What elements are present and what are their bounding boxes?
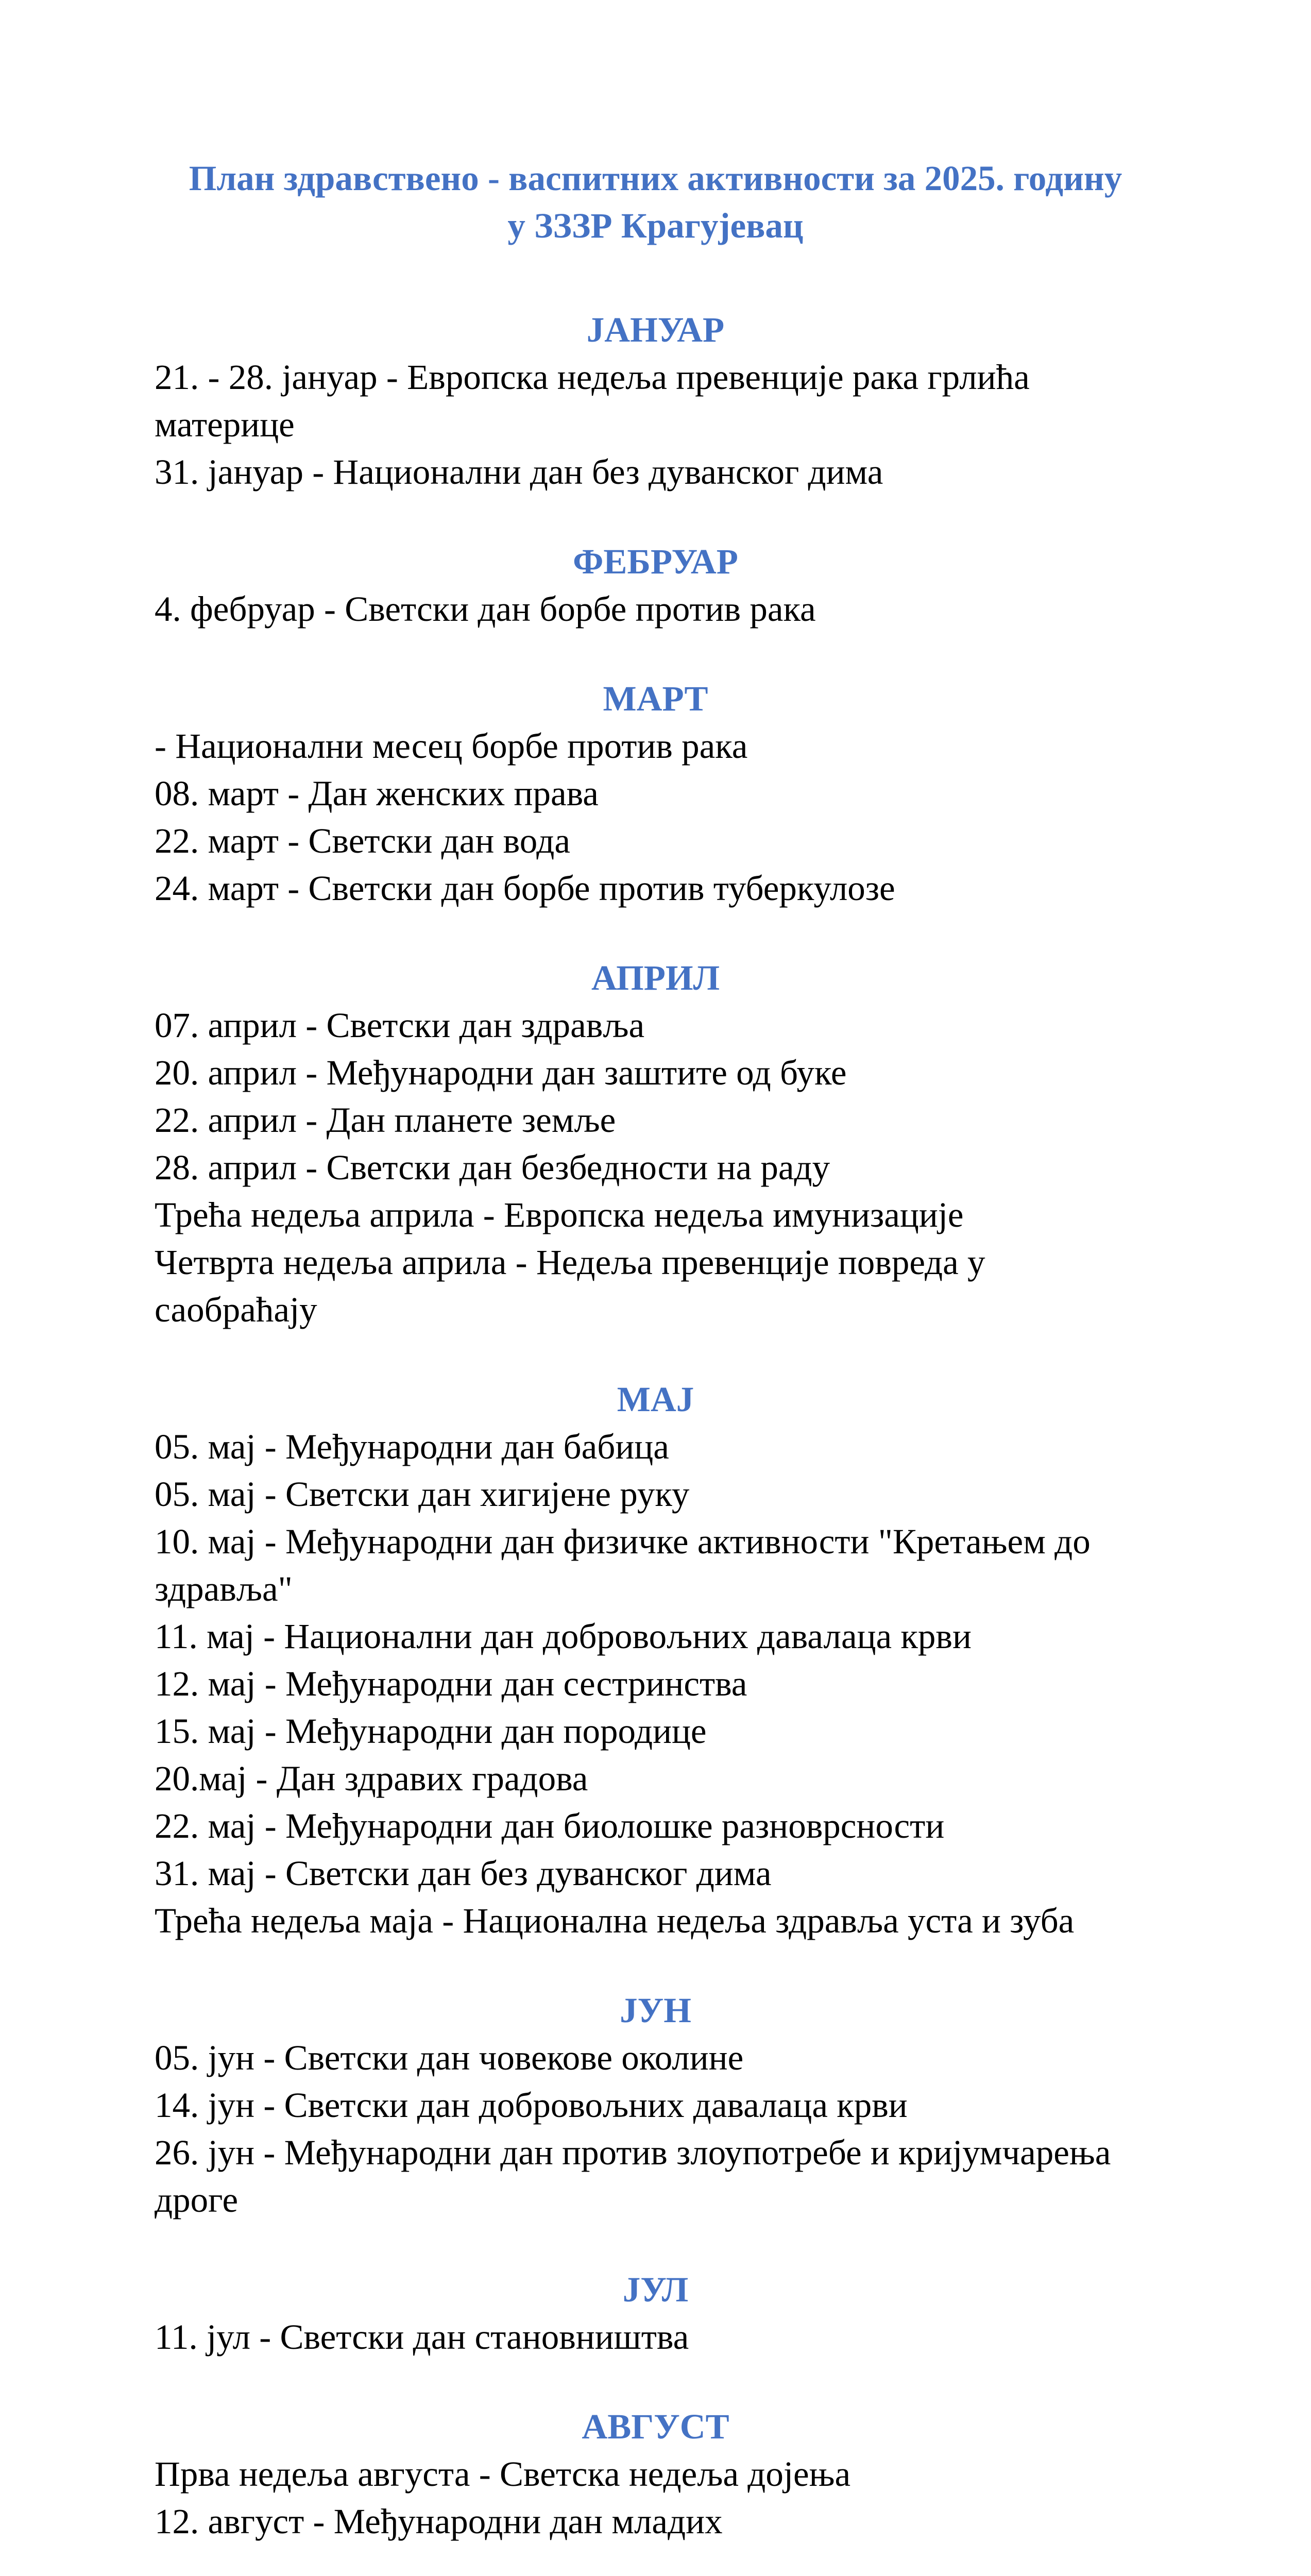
- month-section: [155, 1987, 1156, 2224]
- month-heading: ЈУН: [620, 1991, 691, 2030]
- month-heading: ЈАНУАР: [586, 310, 725, 349]
- event-entry: 21. - 28. јануар - Европска недеља превенције рака грлића материце: [155, 358, 1030, 444]
- month-section: [155, 675, 1156, 912]
- event-entry: 22. мај - Међународни дан биолошке разноврсности: [155, 1806, 945, 1845]
- month-heading: МАРТ: [603, 679, 708, 718]
- month-section: [155, 2266, 1156, 2361]
- event-entry: 14. јун - Светски дан добровољних давалаца крви: [155, 2086, 908, 2125]
- event-entry: Трећа недеља априла - Европска недеља имунизације: [155, 1195, 964, 1234]
- month-section: [155, 954, 1156, 1333]
- month-heading: ФЕБРУАР: [573, 542, 738, 581]
- event-entry: 10. мај - Међународни дан физичке активности "Кретањем до здравља": [155, 1522, 1091, 1608]
- event-entry: Четвртa недеља априла - Недеља превенције повреда у саобраћају: [155, 1243, 985, 1329]
- event-list: [155, 2034, 1156, 2224]
- month-heading: ЈУЛ: [622, 2270, 689, 2309]
- event-list: [155, 2450, 1156, 2545]
- event-list: [155, 585, 1156, 633]
- event-entry: 20. април - Међународни дан заштите од буке: [155, 1053, 847, 1092]
- event-entry: 11. јул - Светски дан становништва: [155, 2317, 689, 2357]
- event-entry: 26. јун - Међународни дан против злоупотребе и кријумчарења дроге: [155, 2133, 1111, 2219]
- event-entry: 12. август - Међународни дан младих: [155, 2502, 723, 2541]
- event-entry: 12. мај - Међународни дан сестринства: [155, 1664, 747, 1703]
- event-entry: 24. март - Светски дан борбе против туберкулозе: [155, 869, 895, 908]
- event-entry: 08. март - Дан женских права: [155, 774, 599, 813]
- event-list: [155, 2313, 1156, 2361]
- event-entry: 05. јун - Светски дан човекове околине: [155, 2038, 744, 2077]
- month-heading: АВГУСТ: [582, 2407, 729, 2446]
- month-heading: АПРИЛ: [591, 958, 720, 997]
- event-entry: Прва недеља августа - Светска недеља дојења: [155, 2454, 851, 2494]
- event-entry: 4. фебруар - Светски дан борбе против рака: [155, 589, 816, 629]
- event-entry: - Национални месец борбе против рака: [155, 726, 748, 766]
- event-entry: 07. април - Светски дан здравља: [155, 1006, 645, 1045]
- event-entry: 05. мај - Међународни дан бабица: [155, 1427, 669, 1466]
- event-entry: 31. мај - Светски дан без дуванског дима: [155, 1854, 772, 1893]
- month-section: [155, 2403, 1156, 2545]
- event-list: [155, 1002, 1156, 1333]
- event-entry: 31. јануар - Национални дан без дуванског дима: [155, 452, 883, 492]
- document-title-line-2: у ЗЗЗР Крагујевац: [507, 206, 804, 245]
- event-entry: 28. април - Светски дан безбедности на раду: [155, 1148, 830, 1187]
- event-entry: 22. март - Светски дан вода: [155, 821, 570, 860]
- event-list: [155, 353, 1156, 496]
- event-entry: Трећа недеља маја - Национална недеља здравља уста и зуба: [155, 1901, 1075, 1940]
- event-list: [155, 722, 1156, 912]
- event-entry: 11. мај - Национални дан добровољних давалаца крви: [155, 1617, 972, 1656]
- months-container: [155, 306, 1156, 2576]
- document-title: [155, 155, 1156, 249]
- event-list: [155, 1423, 1156, 1944]
- month-section: [155, 1376, 1156, 1944]
- month-section: [155, 538, 1156, 633]
- month-heading: МАЈ: [617, 1380, 694, 1419]
- event-entry: 05. мај - Светски дан хигијене руку: [155, 1475, 690, 1514]
- document-title-line-1: План здравствено - васпитних активности за 2025. годину: [189, 159, 1122, 198]
- event-entry: 20.мај - Дан здравих градова: [155, 1759, 588, 1798]
- event-entry: 22. април - Дан планете земље: [155, 1100, 616, 1140]
- event-entry: 15. мај - Међународни дан породице: [155, 1711, 707, 1751]
- month-section: [155, 306, 1156, 496]
